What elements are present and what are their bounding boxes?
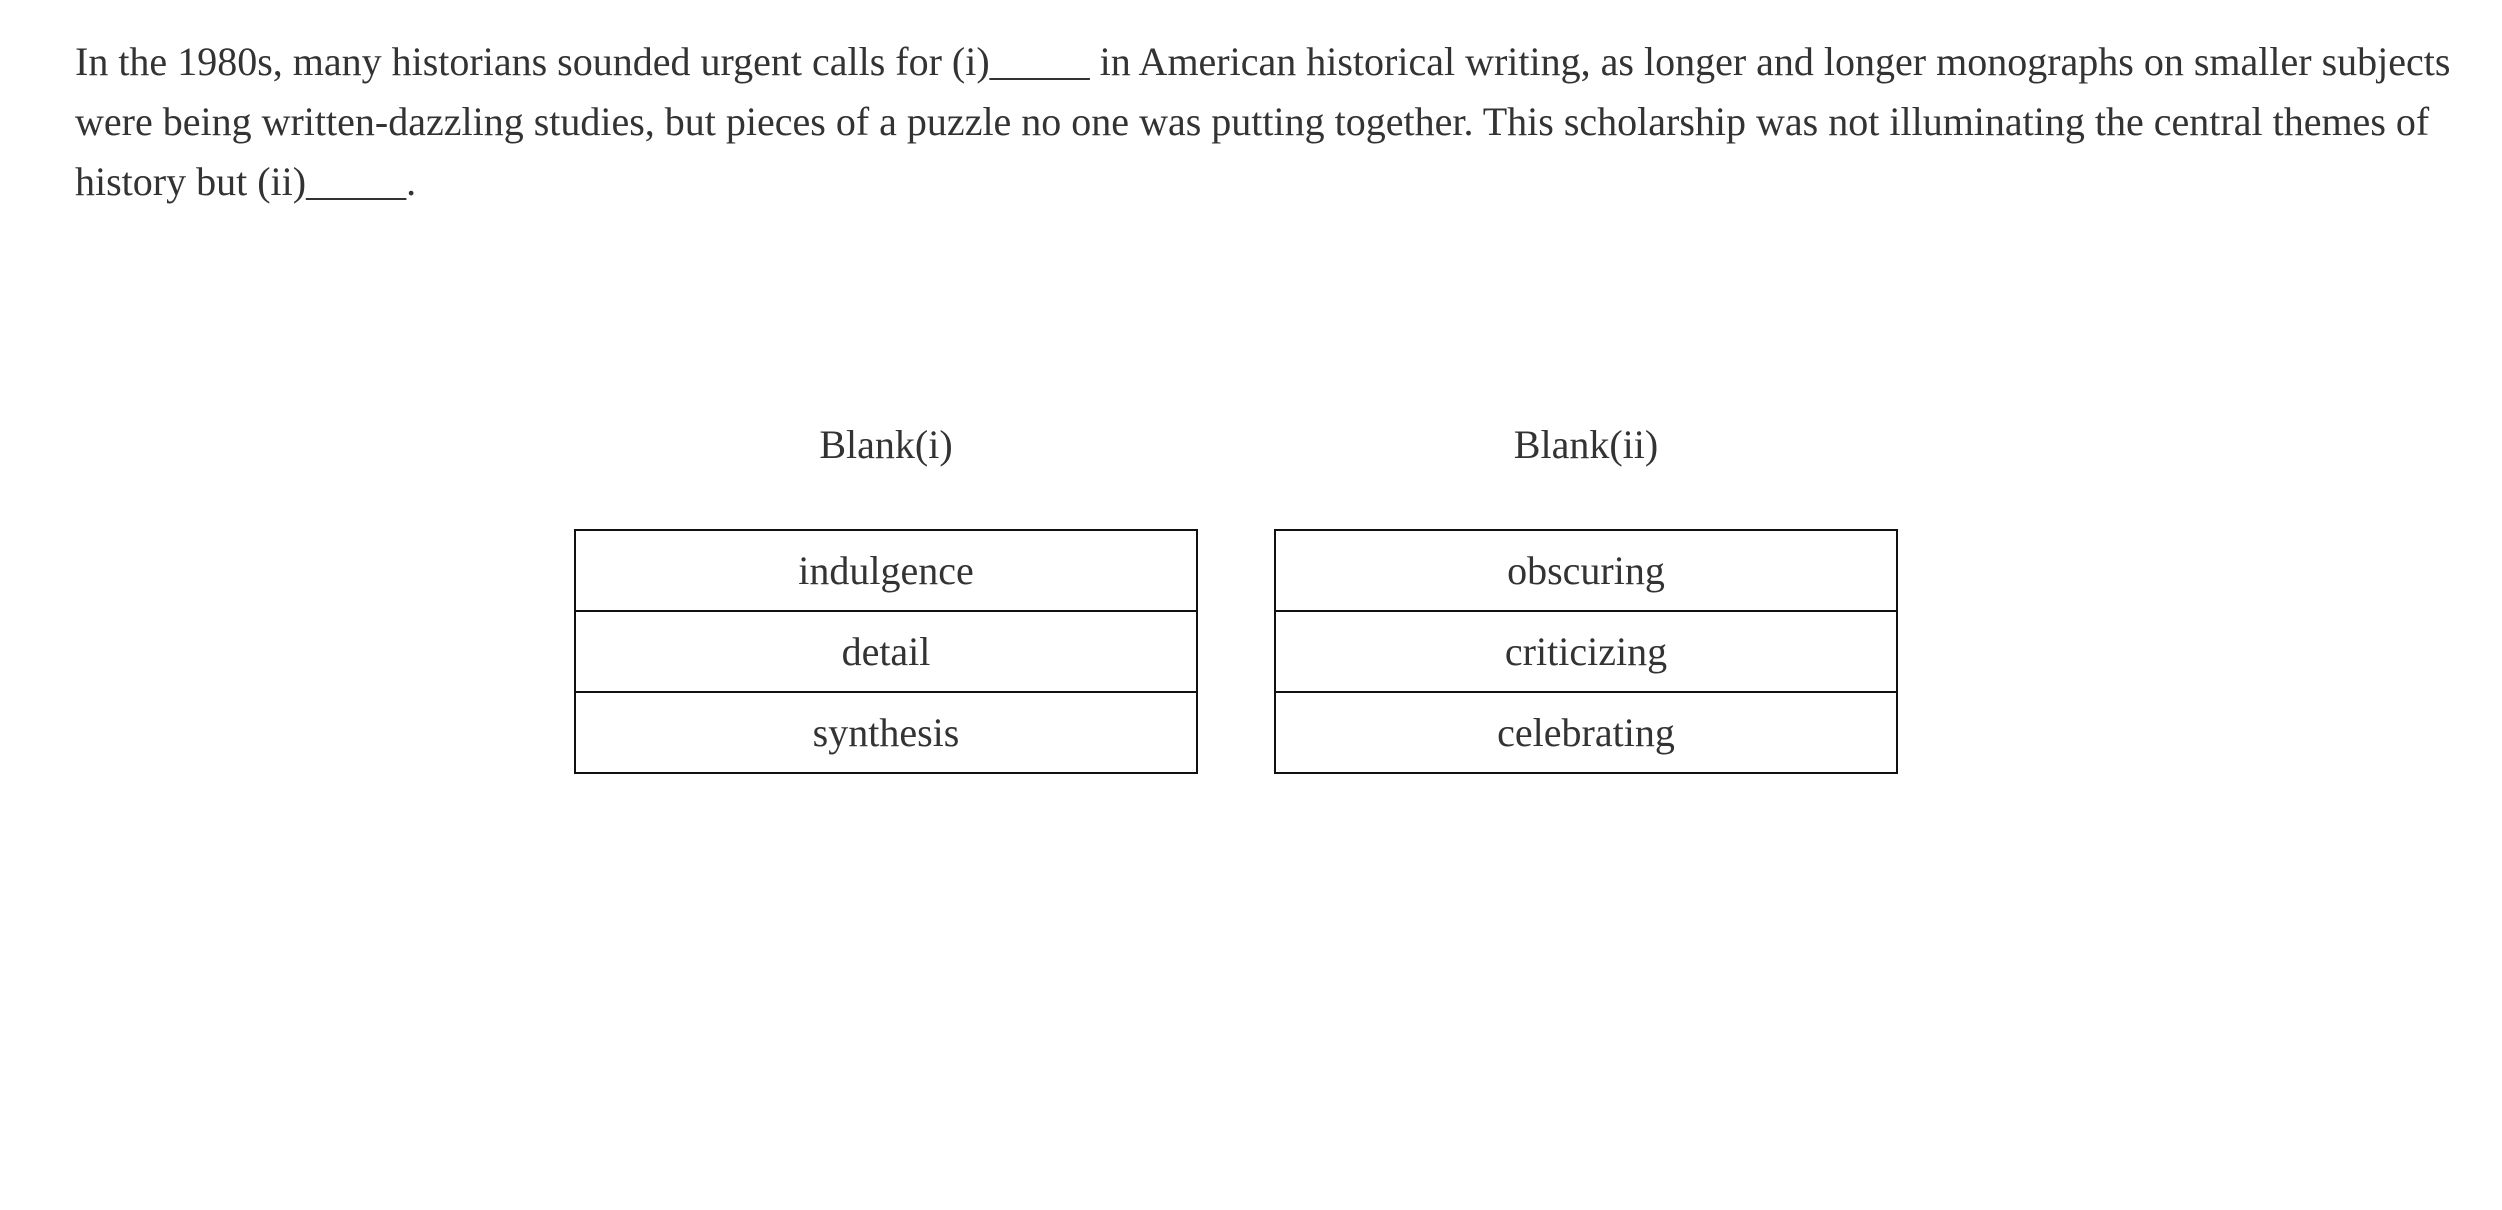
- blank-ii-heading: Blank(ii): [1513, 422, 1659, 467]
- blank-ii-column: [1274, 400, 1898, 774]
- option-celebrating[interactable]: celebrating: [1275, 692, 1897, 773]
- option-obscuring[interactable]: obscuring: [1275, 530, 1897, 611]
- blank-i-heading: Blank(i): [819, 422, 953, 467]
- blank-ii-options: [1274, 529, 1898, 774]
- option-synthesis[interactable]: synthesis: [575, 692, 1197, 773]
- question-passage: In the 1980s, many historians sounded urgent calls for (i)_____ in American historical writing, as longer and longer monographs on smaller subjects were being written-dazzling studies, but pieces of a puzzle no one was putting together. This scholarship was not illuminating the central themes of history but (ii)_____.: [75, 39, 2451, 204]
- option-detail[interactable]: detail: [575, 611, 1197, 692]
- option-criticizing[interactable]: criticizing: [1275, 611, 1897, 692]
- blank-i-options: [574, 529, 1198, 774]
- option-indulgence[interactable]: indulgence: [575, 530, 1197, 611]
- blank-i-column: [574, 400, 1198, 774]
